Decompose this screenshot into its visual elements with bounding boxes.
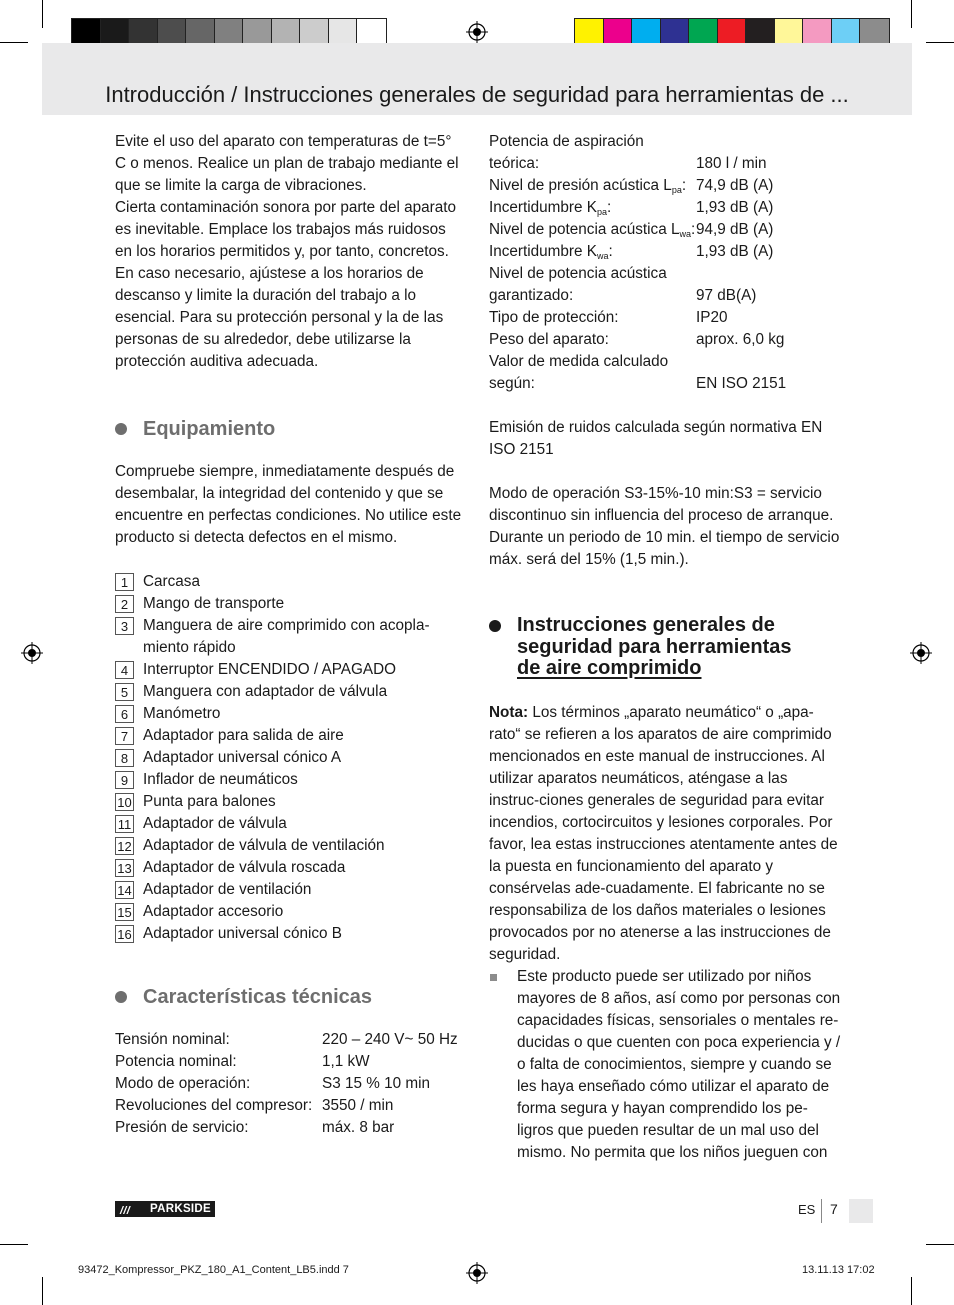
- list-item: [115, 923, 465, 945]
- item-number: 8: [115, 749, 134, 767]
- right-column: [489, 131, 841, 1164]
- list-item: [115, 791, 465, 813]
- spec-key-colon: :: [607, 199, 612, 216]
- divider: [821, 1199, 822, 1223]
- list-item: [115, 593, 465, 615]
- crop-mark: [911, 1277, 912, 1305]
- spec-row: [489, 131, 841, 153]
- item-label: Interruptor ENCENDIDO / APAGADO: [143, 661, 397, 678]
- item-label: Adaptador universal cónico B: [143, 925, 342, 942]
- intro-paragraph: Cierta contaminación sonora por parte del aparato es inevitable. Emplace los trabajos más ruidosos en los horarios permitidos y, por tanto, concretos. En caso necesario, ajústese a los horarios de descanso y limite la duración del trabajo a lo esencial. Para su protección personal y la de las personas de su alrededor, debe utilizarse la protección auditiva adecuada.: [115, 199, 456, 370]
- spec-key-text: Nivel de potencia acústica L: [489, 221, 680, 238]
- list-item: [115, 703, 465, 725]
- spec-key: Tensión nominal:: [115, 1031, 230, 1048]
- item-label: Adaptador de válvula: [143, 815, 287, 832]
- language-code: ES: [798, 1202, 816, 1217]
- crop-mark: [926, 42, 954, 43]
- list-item: [115, 571, 465, 593]
- list-item: [115, 681, 465, 703]
- spec-value: 3550 / min: [322, 1097, 394, 1114]
- spec-row: [115, 1029, 465, 1051]
- spec-row: [489, 351, 841, 373]
- slug-date: 13.11.13 17:02: [802, 1264, 875, 1276]
- section-heading-equipamiento: [115, 417, 465, 441]
- item-label: Adaptador universal cónico A: [143, 749, 342, 766]
- crop-mark: [42, 1277, 43, 1305]
- list-item: [115, 901, 465, 923]
- spec-key-text: teórica:: [489, 155, 540, 172]
- spec-key: Presión de servicio:: [115, 1119, 249, 1136]
- heading-text: Características técnicas: [143, 986, 373, 1008]
- item-label: Adaptador accesorio: [143, 903, 284, 920]
- spec-key-text: Nivel de potencia acústica: [489, 265, 667, 282]
- logo-stripes-icon: ///: [120, 1205, 131, 1217]
- spec-key-subscript: wa: [679, 229, 691, 239]
- safety-bullet: [489, 966, 841, 1164]
- intro-paragraph: Evite el uso del aparato con temperaturas de t=5° C o menos. Realice un plan de trabajo mediante el que se limite la carga de vibraciones.: [115, 133, 459, 194]
- spec-key-text: Tipo de protección:: [489, 309, 619, 326]
- page-tab: [849, 1199, 873, 1223]
- list-item: [115, 879, 465, 901]
- spec-key-text: Incertidumbre K: [489, 243, 597, 260]
- spec-key: [489, 153, 696, 175]
- spec-key-subscript: pa: [671, 185, 682, 195]
- spec-row: [489, 153, 841, 175]
- crop-mark: [0, 42, 28, 43]
- spec-key: [489, 263, 696, 285]
- spec-key: [489, 219, 696, 241]
- spec-key: [489, 241, 696, 263]
- item-label: Mango de transporte: [143, 595, 285, 612]
- spec-key-subscript: pa: [596, 207, 607, 217]
- spec-row: [489, 307, 841, 329]
- item-number: 10: [115, 793, 134, 811]
- list-item: [115, 769, 465, 791]
- list-item: [115, 747, 465, 769]
- spec-row: [489, 329, 841, 351]
- square-bullet-icon: [490, 974, 497, 981]
- spec-row: [489, 219, 841, 241]
- spec-key: [489, 285, 696, 307]
- item-number: 15: [115, 903, 134, 921]
- spec-key-colon: :: [681, 177, 687, 194]
- spec-value: máx. 8 bar: [322, 1119, 395, 1136]
- crop-mark: [42, 0, 43, 28]
- spec-row: [489, 197, 841, 219]
- equipment-paragraph: Compruebe siempre, inmediatamente después de desembalar, la integridad del contenido y que se encuentre en perfectas condiciones. No utilice este producto si detecta defectos en el mismo.: [115, 463, 462, 546]
- item-label: Manómetro: [143, 705, 221, 722]
- spec-row: [115, 1051, 465, 1073]
- spec-value: 220 – 240 V~ 50 Hz: [322, 1031, 458, 1048]
- heading-text: Equipamiento: [143, 418, 276, 440]
- spec-row: [115, 1095, 465, 1117]
- spec-value: 1,93 dB (A): [696, 199, 774, 216]
- item-number: 4: [115, 661, 134, 679]
- left-column: [115, 131, 465, 1139]
- item-number: 3: [115, 617, 134, 635]
- spec-value: IP20: [696, 309, 728, 326]
- item-label: Carcasa: [143, 573, 200, 590]
- nota-paragraph: [489, 702, 841, 966]
- crop-mark: [911, 0, 912, 28]
- item-number: 14: [115, 881, 134, 899]
- crop-mark: [0, 1244, 28, 1245]
- spec-key: [489, 197, 696, 219]
- spec-key: [489, 131, 696, 153]
- list-item: [115, 835, 465, 857]
- spec-value: 180 l / min: [696, 155, 767, 172]
- item-label: Adaptador de ventilación: [143, 881, 312, 898]
- registration-mark-icon: [21, 642, 43, 664]
- item-label: Adaptador para salida de aire: [143, 727, 344, 744]
- spec-value: 97 dB(A): [696, 287, 757, 304]
- spec-key: [489, 175, 696, 197]
- nota-label: Nota:: [489, 703, 529, 721]
- item-label: Adaptador de válvula de ventilación: [143, 837, 385, 854]
- item-label: Inflador de neumáticos: [143, 771, 298, 788]
- page-number: 7: [830, 1201, 838, 1217]
- spec-row: [489, 285, 841, 307]
- item-number: 9: [115, 771, 134, 789]
- spec-key-colon: :: [608, 243, 613, 260]
- item-label: Manguera con adaptador de válvula: [143, 683, 388, 700]
- mode-paragraph: Modo de operación S3-15%-10 min:S3 = servicio discontinuo sin influencia del proceso de arranque. Durante un periodo de 10 min. el tiempo de servicio máx. será del 15% (1,5 min.).: [489, 485, 840, 568]
- list-item: [115, 725, 465, 747]
- spec-key-subscript: wa: [596, 251, 609, 261]
- heading-line: Instrucciones generales de: [517, 614, 775, 636]
- item-number: 7: [115, 727, 134, 745]
- parkside-logo: [115, 1201, 215, 1217]
- spec-key: Modo de operación:: [115, 1075, 251, 1092]
- spec-key: [489, 307, 696, 329]
- item-number: 11: [115, 815, 134, 833]
- registration-mark-icon: [466, 1262, 488, 1284]
- list-item: [115, 813, 465, 835]
- specs-table: [115, 1029, 465, 1139]
- spec-row: [489, 373, 841, 395]
- list-item: [115, 857, 465, 879]
- spec-key: [489, 373, 696, 395]
- logo-text: PARKSIDE: [150, 1203, 211, 1215]
- spec-key-text: garantizado:: [489, 287, 574, 304]
- item-number: 2: [115, 595, 134, 613]
- spec-value: aprox. 6,0 kg: [696, 331, 785, 348]
- spec-key-text: Potencia de aspiración: [489, 133, 644, 150]
- item-label: Adaptador de válvula roscada: [143, 859, 346, 876]
- specs-table: [489, 131, 841, 395]
- bullet-dot-icon: [115, 991, 127, 1003]
- item-label: Punta para balones: [143, 793, 276, 810]
- spec-value: S3 15 % 10 min: [322, 1075, 430, 1092]
- spec-row: [489, 241, 841, 263]
- spec-key-colon: :: [691, 221, 696, 238]
- item-number: 13: [115, 859, 134, 877]
- slug-filename: 93472_Kompressor_PKZ_180_A1_Content_LB5.indd 7: [78, 1264, 349, 1276]
- item-number: 1: [115, 573, 134, 591]
- spec-key-text: Incertidumbre K: [489, 199, 597, 216]
- item-number: 16: [115, 925, 134, 943]
- registration-mark-icon: [466, 21, 488, 43]
- spec-key: [489, 351, 696, 373]
- bullet-dot-icon: [489, 620, 501, 632]
- spec-key-text: Peso del aparato:: [489, 331, 609, 348]
- item-number: 12: [115, 837, 134, 855]
- nota-text: Los términos „aparato neumático“ o „apa-rato“ se refieren a los aparatos de aire comprimido mencionados en este manual de instrucciones. Al utilizar aparatos neumáticos, aténgase a las instruc-ciones generales de seguridad para evitar incendios, cortocircuitos y lesiones corporales. Por favor, lea estas instrucciones atentamente antes de la puesta en funcionamiento del aparato y consérvelas ade-cuadamente. El fabricante no se responsabiliza de los daños materiales o lesiones provocados por no atenerse a las instrucciones de seguridad.: [489, 703, 838, 963]
- registration-mark-icon: [910, 642, 932, 664]
- bullet-text: Este producto puede ser utilizado por niños mayores de 8 años, así como por personas con capacidades físicas, sensoriales o mentales re-ducidas o que cuenten con poca experiencia y / o falta de conocimientos, siempre y cuando se les haya enseñado cómo utilizar el aparato de forma segura y hayan comprendido los pe-ligros que pueden resultar de un mal uso del mismo. No permita que los niños jueguen con: [517, 967, 841, 1161]
- spec-value: 1,1 kW: [322, 1053, 370, 1070]
- heading-line: de aire comprimido: [517, 657, 702, 679]
- parts-list: [115, 571, 465, 945]
- spec-value: 74,9 dB (A): [696, 177, 774, 194]
- crop-mark: [926, 1244, 954, 1245]
- spec-key-text: Valor de medida calculado: [489, 353, 669, 370]
- heading-line: seguridad para herramientas: [517, 635, 792, 658]
- section-heading-safety: [489, 615, 841, 680]
- spec-key-text: Nivel de presión acústica L: [489, 177, 672, 194]
- spec-value: 1,93 dB (A): [696, 243, 774, 260]
- spec-key: Potencia nominal:: [115, 1053, 237, 1070]
- list-item: [115, 659, 465, 681]
- spec-row: [115, 1073, 465, 1095]
- spec-key-text: según:: [489, 375, 535, 392]
- spec-value: 94,9 dB (A): [696, 221, 774, 238]
- page-title: Introducción / Instrucciones generales de seguridad para herramientas de ...: [105, 82, 849, 107]
- bullet-dot-icon: [115, 423, 127, 435]
- item-label: Manguera de aire comprimido con acopla-miento rápido: [143, 617, 430, 656]
- spec-value: EN ISO 2151: [696, 375, 787, 392]
- spec-row: [489, 263, 841, 285]
- section-heading-caracteristicas: [115, 985, 465, 1009]
- item-number: 6: [115, 705, 134, 723]
- spec-key: Revoluciones del compresor:: [115, 1097, 313, 1114]
- noise-paragraph: Emisión de ruidos calculada según normativa EN ISO 2151: [489, 419, 823, 458]
- spec-key: [489, 329, 696, 351]
- item-number: 5: [115, 683, 134, 701]
- spec-row: [489, 175, 841, 197]
- list-item: [115, 615, 465, 659]
- spec-row: [115, 1117, 465, 1139]
